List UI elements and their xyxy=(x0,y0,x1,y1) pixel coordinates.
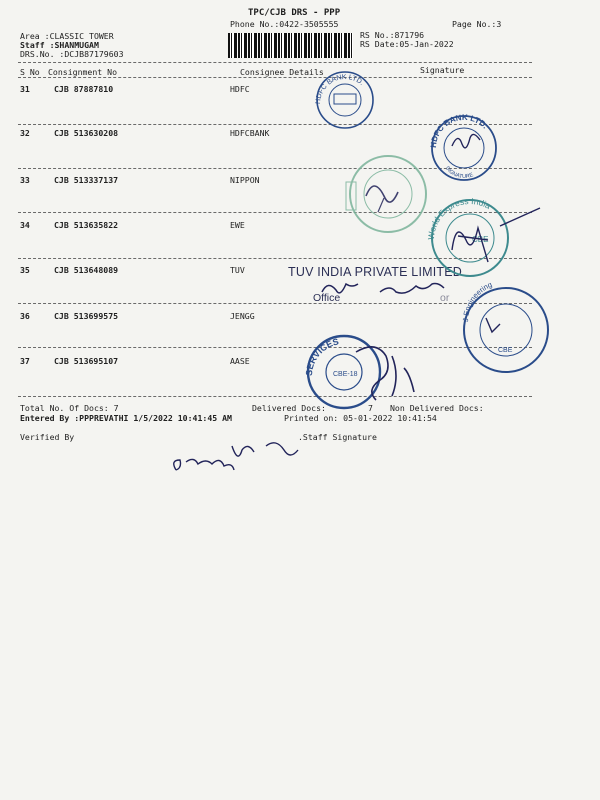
page-number: Page No.:3 xyxy=(452,19,502,29)
divider xyxy=(18,396,532,397)
non-delivered-docs: Non Delivered Docs: xyxy=(390,403,484,413)
row-consignment: CJB 87887810 xyxy=(54,84,114,94)
divider xyxy=(18,77,532,78)
aase-stamp-text: SERVICES xyxy=(303,336,340,377)
row-consignment: CJB 513635822 xyxy=(54,220,119,230)
phone-number: Phone No.:0422-3505555 xyxy=(230,19,339,29)
rs-date: RS Date:05-Jan-2022 xyxy=(360,39,454,49)
delivered-docs-label: Delivered Docs: xyxy=(252,403,326,413)
row-sno: 37 xyxy=(20,356,30,366)
row-consignee: HDFC xyxy=(230,84,250,94)
tuv-office-label: Office xyxy=(313,292,341,304)
row-sno: 31 xyxy=(20,84,30,94)
staff-signature-label: .Staff Signature xyxy=(298,432,377,442)
staff-label: Staff :SHANMUGAM xyxy=(20,40,99,50)
divider xyxy=(18,303,532,304)
area-label: Area :CLASSIC TOWER xyxy=(20,31,114,41)
svg-text:SERVICES xyxy=(304,336,340,376)
col-consignment: Consignment No xyxy=(48,67,118,77)
divider xyxy=(18,62,532,63)
barcode xyxy=(228,33,353,58)
jengg-stamp-icon xyxy=(461,280,548,372)
row-consignment: CJB 513648089 xyxy=(54,265,119,275)
col-consignee: Consignee Details xyxy=(240,67,324,77)
divider xyxy=(18,168,532,169)
sheet-title: TPC/CJB DRS - PPP xyxy=(248,8,341,18)
printed-on: Printed on: 05-01-2022 10:41:54 xyxy=(284,413,437,423)
world-express-inner-text: CBE xyxy=(472,235,489,244)
row-consignee: EWE xyxy=(230,220,245,230)
row-consignment: CJB 513695107 xyxy=(54,356,119,366)
world-express-stamp-icon xyxy=(426,196,540,276)
svg-text:World Express India xyxy=(426,196,493,240)
rs-number: RS No.:871796 xyxy=(360,30,425,40)
divider xyxy=(18,258,532,259)
row-consignment: CJB 513630208 xyxy=(54,128,119,138)
hdfc-bank-stamp-icon xyxy=(429,113,496,180)
svg-text:HDFC BANK LTD. xyxy=(315,74,365,104)
row-sno: 32 xyxy=(20,128,30,138)
row-sno: 35 xyxy=(20,265,30,275)
hdfc-stamp-icon xyxy=(315,72,373,128)
row-consignee: HDFCBANK xyxy=(230,128,270,138)
svg-text:J Engineering xyxy=(461,280,493,322)
hdfc-bank-stamp-bottom-text: SIGNATURE xyxy=(443,165,475,181)
row-sno: 34 xyxy=(20,220,30,230)
hdfc-stamp-text: HDFC BANK LTD. xyxy=(314,73,365,105)
world-express-stamp-text: World Express India xyxy=(425,195,493,241)
entered-by: Entered By :PPPREVATHI 1/5/2022 10:41:45 AM xyxy=(20,413,232,423)
svg-text:HDFC BANK LTD. xyxy=(429,113,490,148)
divider xyxy=(18,347,532,348)
verifier-signature-icon xyxy=(174,443,298,470)
divider xyxy=(18,212,532,213)
drs-number: DRS.No. :DCJB87179603 xyxy=(20,49,124,59)
row-sno: 36 xyxy=(20,311,30,321)
row-consignment: CJB 513699575 xyxy=(54,311,119,321)
row-consignee: TUV xyxy=(230,265,245,275)
verified-by: Verified By xyxy=(20,432,75,442)
total-docs: Total No. Of Docs: 7 xyxy=(20,403,119,413)
divider xyxy=(18,124,532,125)
tuv-signature-icon xyxy=(322,284,444,294)
row-consignee: AASE xyxy=(230,356,250,366)
col-signature: Signature xyxy=(420,65,465,75)
row-consignee: NIPPON xyxy=(230,175,260,185)
row-sno: 33 xyxy=(20,175,30,185)
aase-stamp-inner-text: CBE-18 xyxy=(333,371,358,378)
tuv-company-stamp: TUV INDIA PRIVATE LIMITED xyxy=(288,265,463,279)
row-consignment: CJB 513337137 xyxy=(54,175,119,185)
delivered-docs-count: 7 xyxy=(368,403,373,413)
tuv-office-suffix: or xyxy=(440,292,450,304)
jengg-stamp-text: J Engineering xyxy=(460,279,494,323)
row-consignee: JENGG xyxy=(230,311,255,321)
hdfc-bank-stamp-text: HDFC BANK LTD. xyxy=(428,112,490,149)
col-sno: S No xyxy=(20,67,40,77)
jengg-stamp-inner-text: CBE xyxy=(498,347,513,354)
